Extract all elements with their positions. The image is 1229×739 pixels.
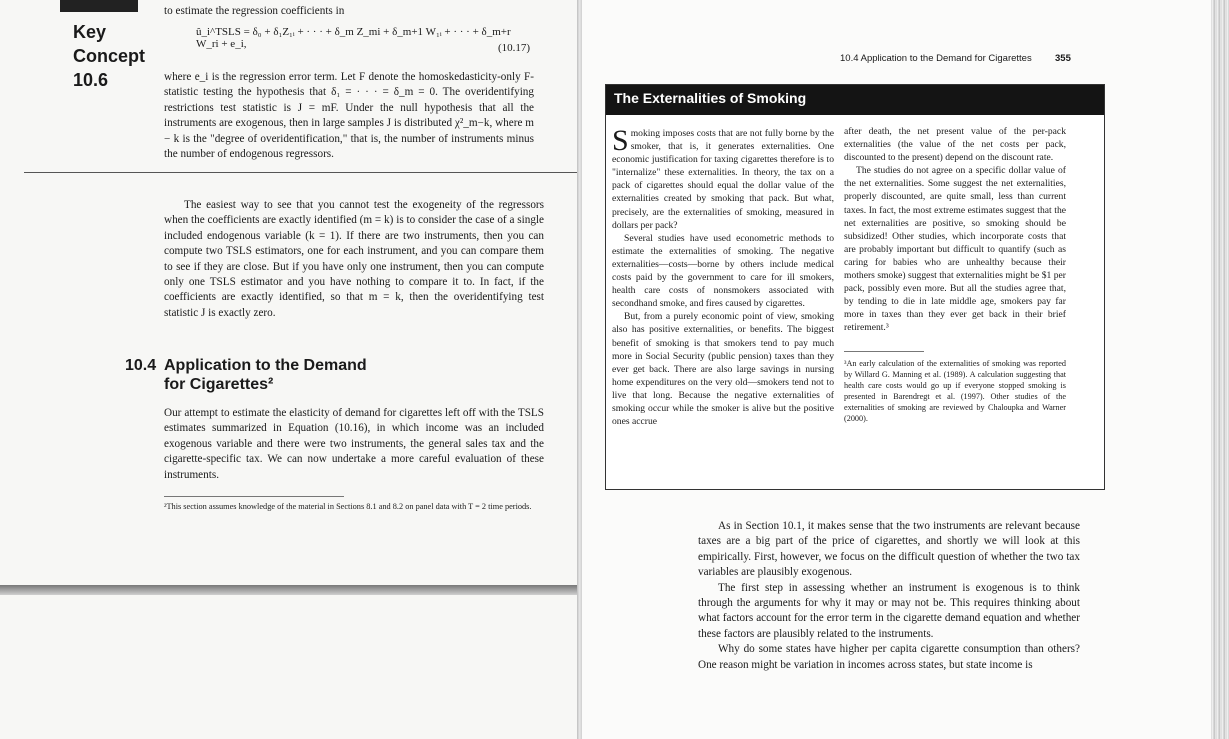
box-column-2	[844, 125, 1066, 424]
key-concept-paragraph: where e_i is the regression error term. Let F denote the homoskedasticity-only F-statistic testing the hypothesis that δ₁ = · · · = δ_m = 0. The overidentifying restrictions test statistic is J = mF. Under the null hypothesis that all the instruments are exogenous, then in large samples J is distributed χ²_m−k, where m − k is the "degree of overidentification," that is, the number of instruments minus the number of endogenous regressors.	[164, 71, 534, 161]
footnote-rule	[164, 496, 344, 497]
section-title-line2: for Cigarettes²	[164, 376, 274, 393]
box-title: The Externalities of Smoking	[614, 90, 807, 106]
page-number: 355	[1055, 53, 1071, 64]
exogeneity-paragraph: The easiest way to see that you cannot test the exogeneity of the regressors when the coefficients are exactly identified (m = k) is to consider the case of a single included endogenous variable (k = 1). If there are two instruments, then you can compute two TSLS estimators, one for each instrument, and you can compare them to see if they are close. But if you have only one instrument, then you can compute only one TSLS estimator and you have nothing to compare it to. In fact, if the coefficients are exactly identified, so that m = k, then the overidentifying test statistic J is exactly zero.	[164, 199, 544, 319]
box-footnote-rule	[844, 351, 924, 352]
top-margin-mark	[60, 0, 138, 12]
externalities-box	[605, 84, 1105, 490]
equation-number: (10.17)	[498, 42, 531, 54]
key-concept-number: 10.6	[73, 70, 109, 90]
right-body	[698, 519, 1080, 673]
section-intro-paragraph: Our attempt to estimate the elasticity of demand for cigarettes left off with the TSLS estimates summarized in Equation (10.16), in which income was an included exogenous variable and there were two instruments, the general sales tax and the cigarette-specific tax. We can now undertake a more careful evaluation of these instruments.	[164, 407, 544, 481]
key-concept-word1: Key	[73, 22, 107, 42]
box-col2-paragraph2: The studies do not agree on a specific dollar value of the net externalities. Some suggest the net externalities, properly discounted, are quite small, less than current taxes. In fact, the most extreme estimates suggest that the net externalities are positive, so smoking should be subsidized! Other studies, which incorporate costs that are probably important but difficult to quantify (such as caring for babies who are unhealthy because their mothers smoke) suggest that externalities might be $1 per pack, possibly even more. But all the studies agree that, by tending to die in late middle age, smokers pay far more in taxes than they ever get back in their brief retirement.³	[844, 165, 1066, 334]
key-concept-divider	[24, 172, 578, 173]
right-paragraph-2: The first step in assessing whether an instrument is exogenous is to think through the arguments for why it may or may not be. This requires thinking about what factors account for the error term in the cigarette demand equation and whether these factors are plausibly related to the instruments.	[698, 581, 1080, 640]
top-continued-line: to estimate the regression coefficients in	[164, 5, 345, 17]
box-col2-paragraph1: after death, the net present value of the per-pack externalities (the value of the net costs per pack, discounted to the present) depend on the discount rate.	[844, 126, 1066, 164]
box-col1-paragraph2: Several studies have used econometric methods to estimate the externalities of smoking. The negative externalities—costs—borne by others include medical costs paid by the government to care for ill smokers, health care costs of nonsmokers associated with secondhand smoke, and fires caused by cigarettes.	[612, 232, 834, 310]
running-head: 10.4 Application to the Demand for Cigarettes	[840, 53, 1032, 64]
box-title-bar	[606, 85, 1104, 115]
page-stack-edge	[1211, 0, 1229, 739]
box-column-1	[612, 124, 834, 428]
section-title-line1: Application to the Demand	[164, 357, 367, 374]
box-col1-paragraph3: But, from a purely economic point of view, smoking also has positive externalities, or benefits. The biggest benefit of smoking is that smokers tend to pay much more in Social Security (public pension) taxes than they ever get back. There are also large savings in nursing home expenditures on the very old—smokers tend not to live that long. Because the negative externalities of smoking occur while the smoker is alive but the positive ones accrue	[612, 311, 834, 428]
right-page	[582, 0, 1229, 739]
equation-10-17: û_i^TSLS = δ₀ + δ₁Z₁ᵢ + · · · + δ_m Z_mi + δ_m+1 W₁ᵢ + · · · + δ_m+r W_ri + e_i,	[196, 26, 511, 50]
drop-cap: S	[612, 124, 629, 157]
section-number: 10.4	[125, 357, 157, 374]
box-footnote-3: ³An early calculation of the externalities of smoking was reported by Willard G. Manning et al. (1989). A calculation suggesting that health care costs would go up if everyone stopped smoking is presented in Barendregt et al. (1997). Other studies of the externalities of smoking are reviewed by Chaloupka and Warner (2000).	[844, 358, 1066, 423]
page-edge-shadow	[0, 585, 578, 595]
key-concept-word2: Concept	[73, 46, 145, 66]
key-concept-label	[73, 20, 153, 92]
right-paragraph-3: Why do some states have higher per capita cigarette consumption than others? One reason might be variation in incomes across states, but state income is	[698, 643, 1080, 671]
right-paragraph-1: As in Section 10.1, it makes sense that the two instruments are relevant because taxes are a big part of the price of cigarettes, and shortly we will look at this empirically. First, however, we focus on the difficult question of whether the two tax variables are plausibly exogenous.	[698, 520, 1080, 579]
footnote-2: ²This section assumes knowledge of the material in Sections 8.1 and 8.2 on panel data with T = 2 time periods.	[164, 502, 532, 511]
box-col1-paragraph1: Smoking imposes costs that are not fully borne by the smoker, that is, it generates externalities. One economic justification for taxing cigarettes therefore is to "internalize" these externalities. In theory, the tax on a pack of cigarettes should equal the dollar value of the externalities created by smoking that pack. But what, precisely, are the externalities of smoking, measured in dollars per pack?	[612, 124, 834, 231]
left-page	[0, 0, 578, 739]
